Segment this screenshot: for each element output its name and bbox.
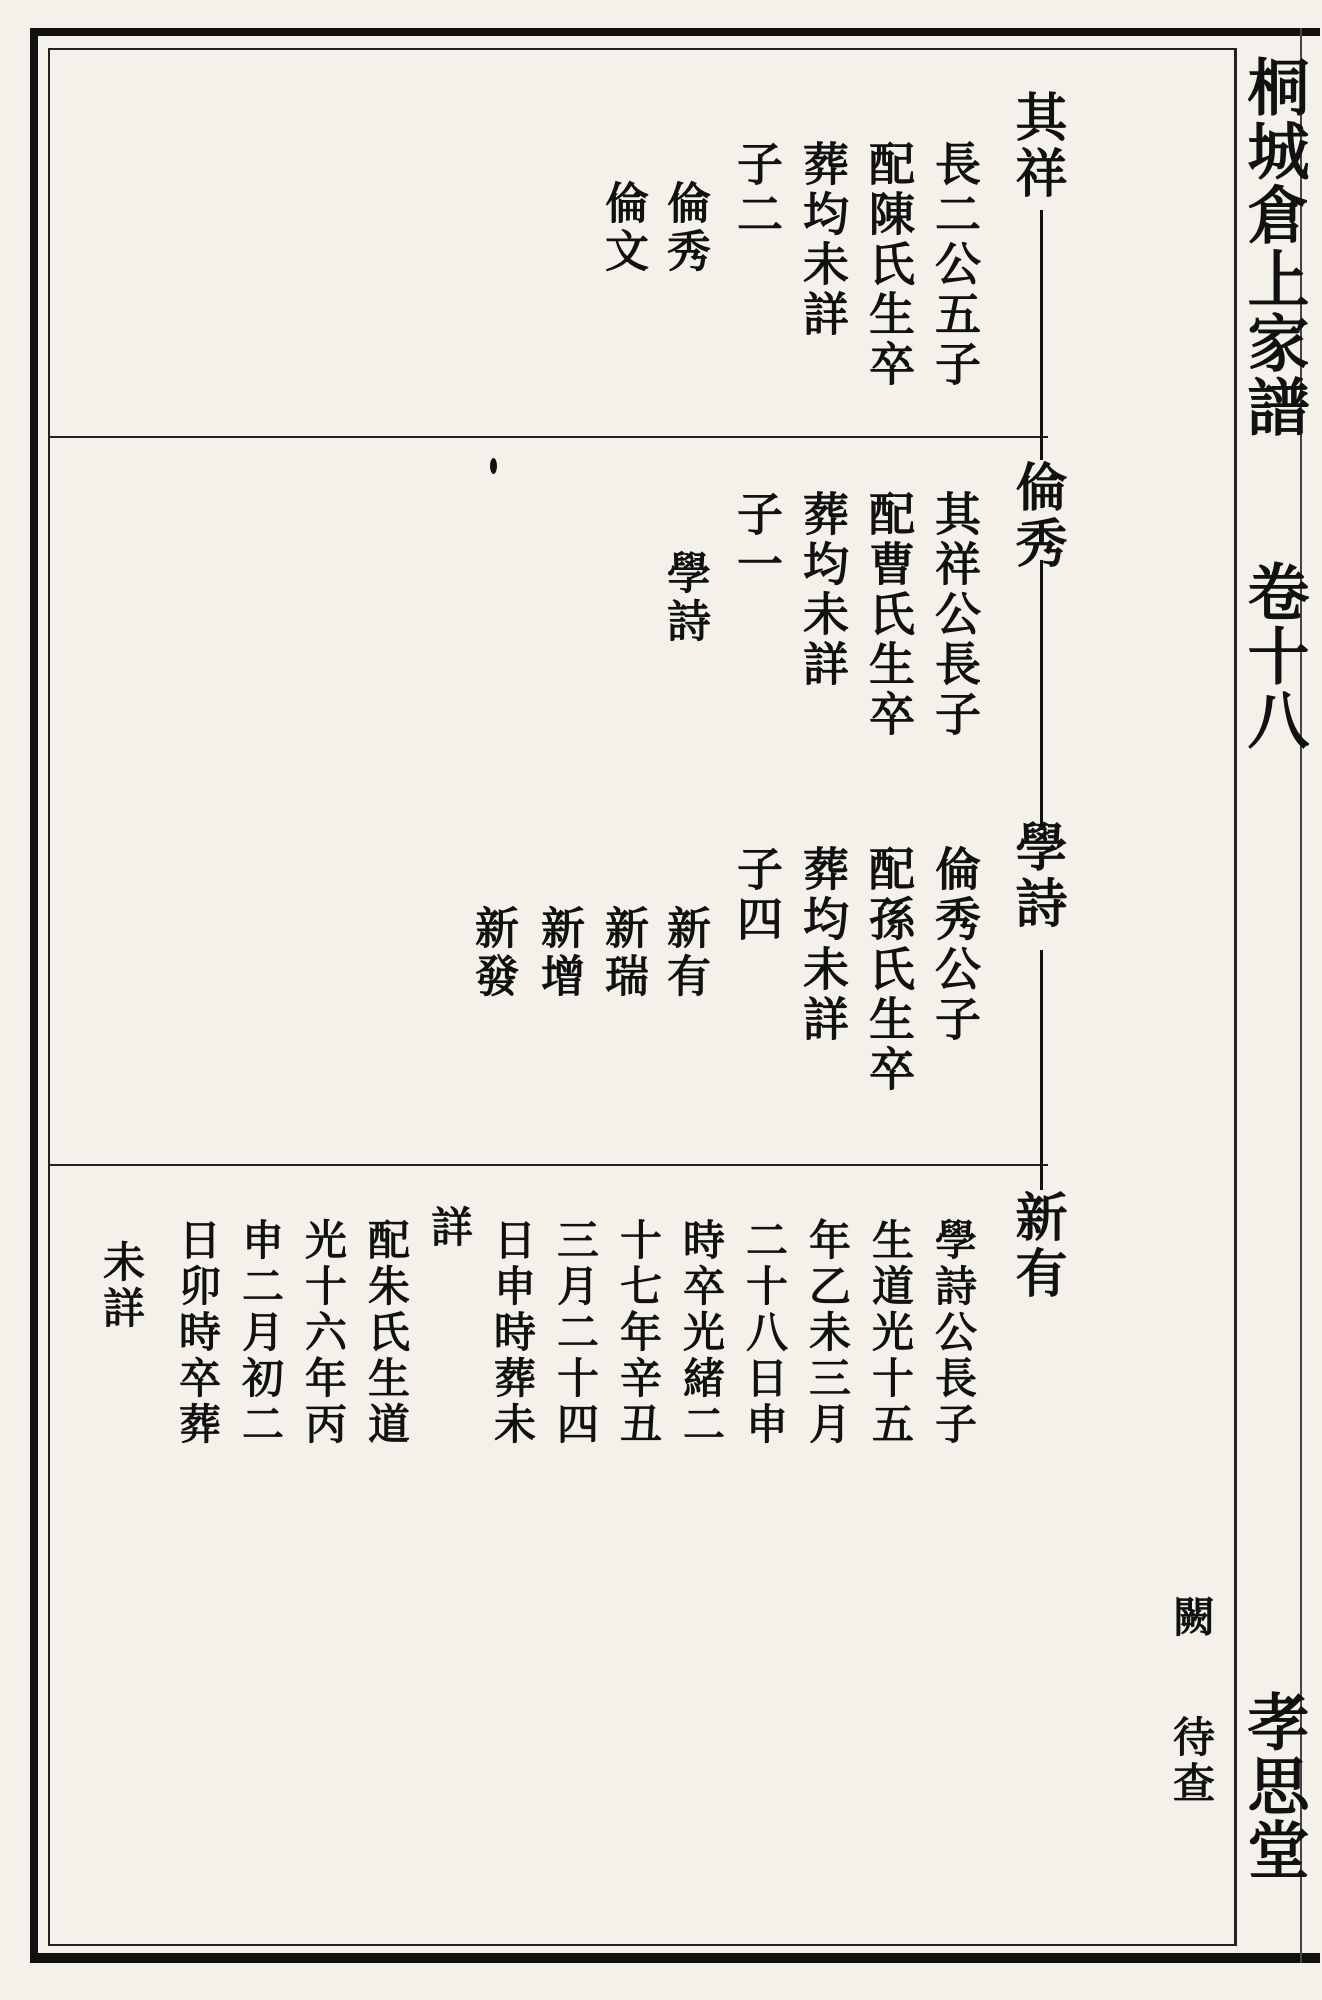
note-daicha: 待查 — [1167, 1715, 1216, 1807]
child-name: 新發 — [467, 905, 518, 1001]
lineage-line-3 — [1040, 950, 1043, 1190]
note-que: 闕 — [1167, 1595, 1216, 1641]
child-name: 新有 — [659, 905, 710, 1001]
entry-line: 配曹氏生卒 — [862, 490, 916, 740]
entry-line: 其祥公長子 — [928, 490, 982, 740]
child-name: 學詩 — [659, 550, 710, 646]
person-name-xinyou: 新有 — [1006, 1190, 1067, 1302]
person-name-xueshi: 學詩 — [1006, 820, 1067, 932]
margin-hall-name: 孝思堂 — [1237, 1690, 1310, 1882]
entry-line: 年乙未三月 — [803, 1218, 852, 1448]
child-name: 新增 — [533, 905, 584, 1001]
entry-line: 十七年辛丑 — [614, 1218, 663, 1448]
entry-line: 子四 — [730, 845, 784, 945]
entry-line: 長二公五子 — [928, 140, 982, 390]
lineage-line-1 — [1040, 210, 1043, 460]
entry-line: 二十八日申 — [740, 1218, 789, 1448]
entry-line: 倫秀公子 — [928, 845, 982, 1045]
entry-line: 葬均未詳 — [796, 140, 850, 340]
entry-line: 申二月初二 — [236, 1218, 285, 1448]
lineage-line-2 — [1040, 560, 1043, 830]
section-divider-1 — [48, 436, 1048, 438]
child-name: 新瑞 — [597, 905, 648, 1001]
margin-volume: 卷十八 — [1237, 560, 1310, 752]
child-name: 倫秀 — [659, 180, 710, 276]
person-name-lunxiu: 倫秀 — [1006, 460, 1067, 572]
entry-line: 子一 — [730, 490, 784, 590]
entry-line: 葬均未詳 — [796, 490, 850, 690]
entry-line: 日申時葬未 — [488, 1218, 537, 1448]
entry-line: 配朱氏生道 — [362, 1218, 411, 1448]
entry-line: 葬均未詳 — [796, 845, 850, 1045]
entry-line: 未詳 — [97, 1240, 146, 1332]
entry-line: 配孫氏生卒 — [862, 845, 916, 1095]
entry-line: 光十六年丙 — [299, 1218, 348, 1448]
entry-line: 子二 — [730, 140, 784, 240]
margin-book-title: 桐城倉上家譜 — [1237, 55, 1310, 439]
entry-line: 生道光十五 — [866, 1218, 915, 1448]
entry-line: 日卯時卒葬 — [173, 1218, 222, 1448]
person-name-qixiang: 其祥 — [1006, 90, 1067, 202]
section-divider-2 — [48, 1164, 1048, 1166]
ink-mark — [490, 458, 497, 474]
entry-line: 時卒光緒二 — [677, 1218, 726, 1448]
child-name: 倫文 — [597, 180, 648, 276]
entry-line: 配陳氏生卒 — [862, 140, 916, 390]
entry-line: 詳 — [425, 1205, 474, 1251]
entry-line: 三月二十四 — [551, 1218, 600, 1448]
entry-line: 學詩公長子 — [929, 1218, 978, 1448]
